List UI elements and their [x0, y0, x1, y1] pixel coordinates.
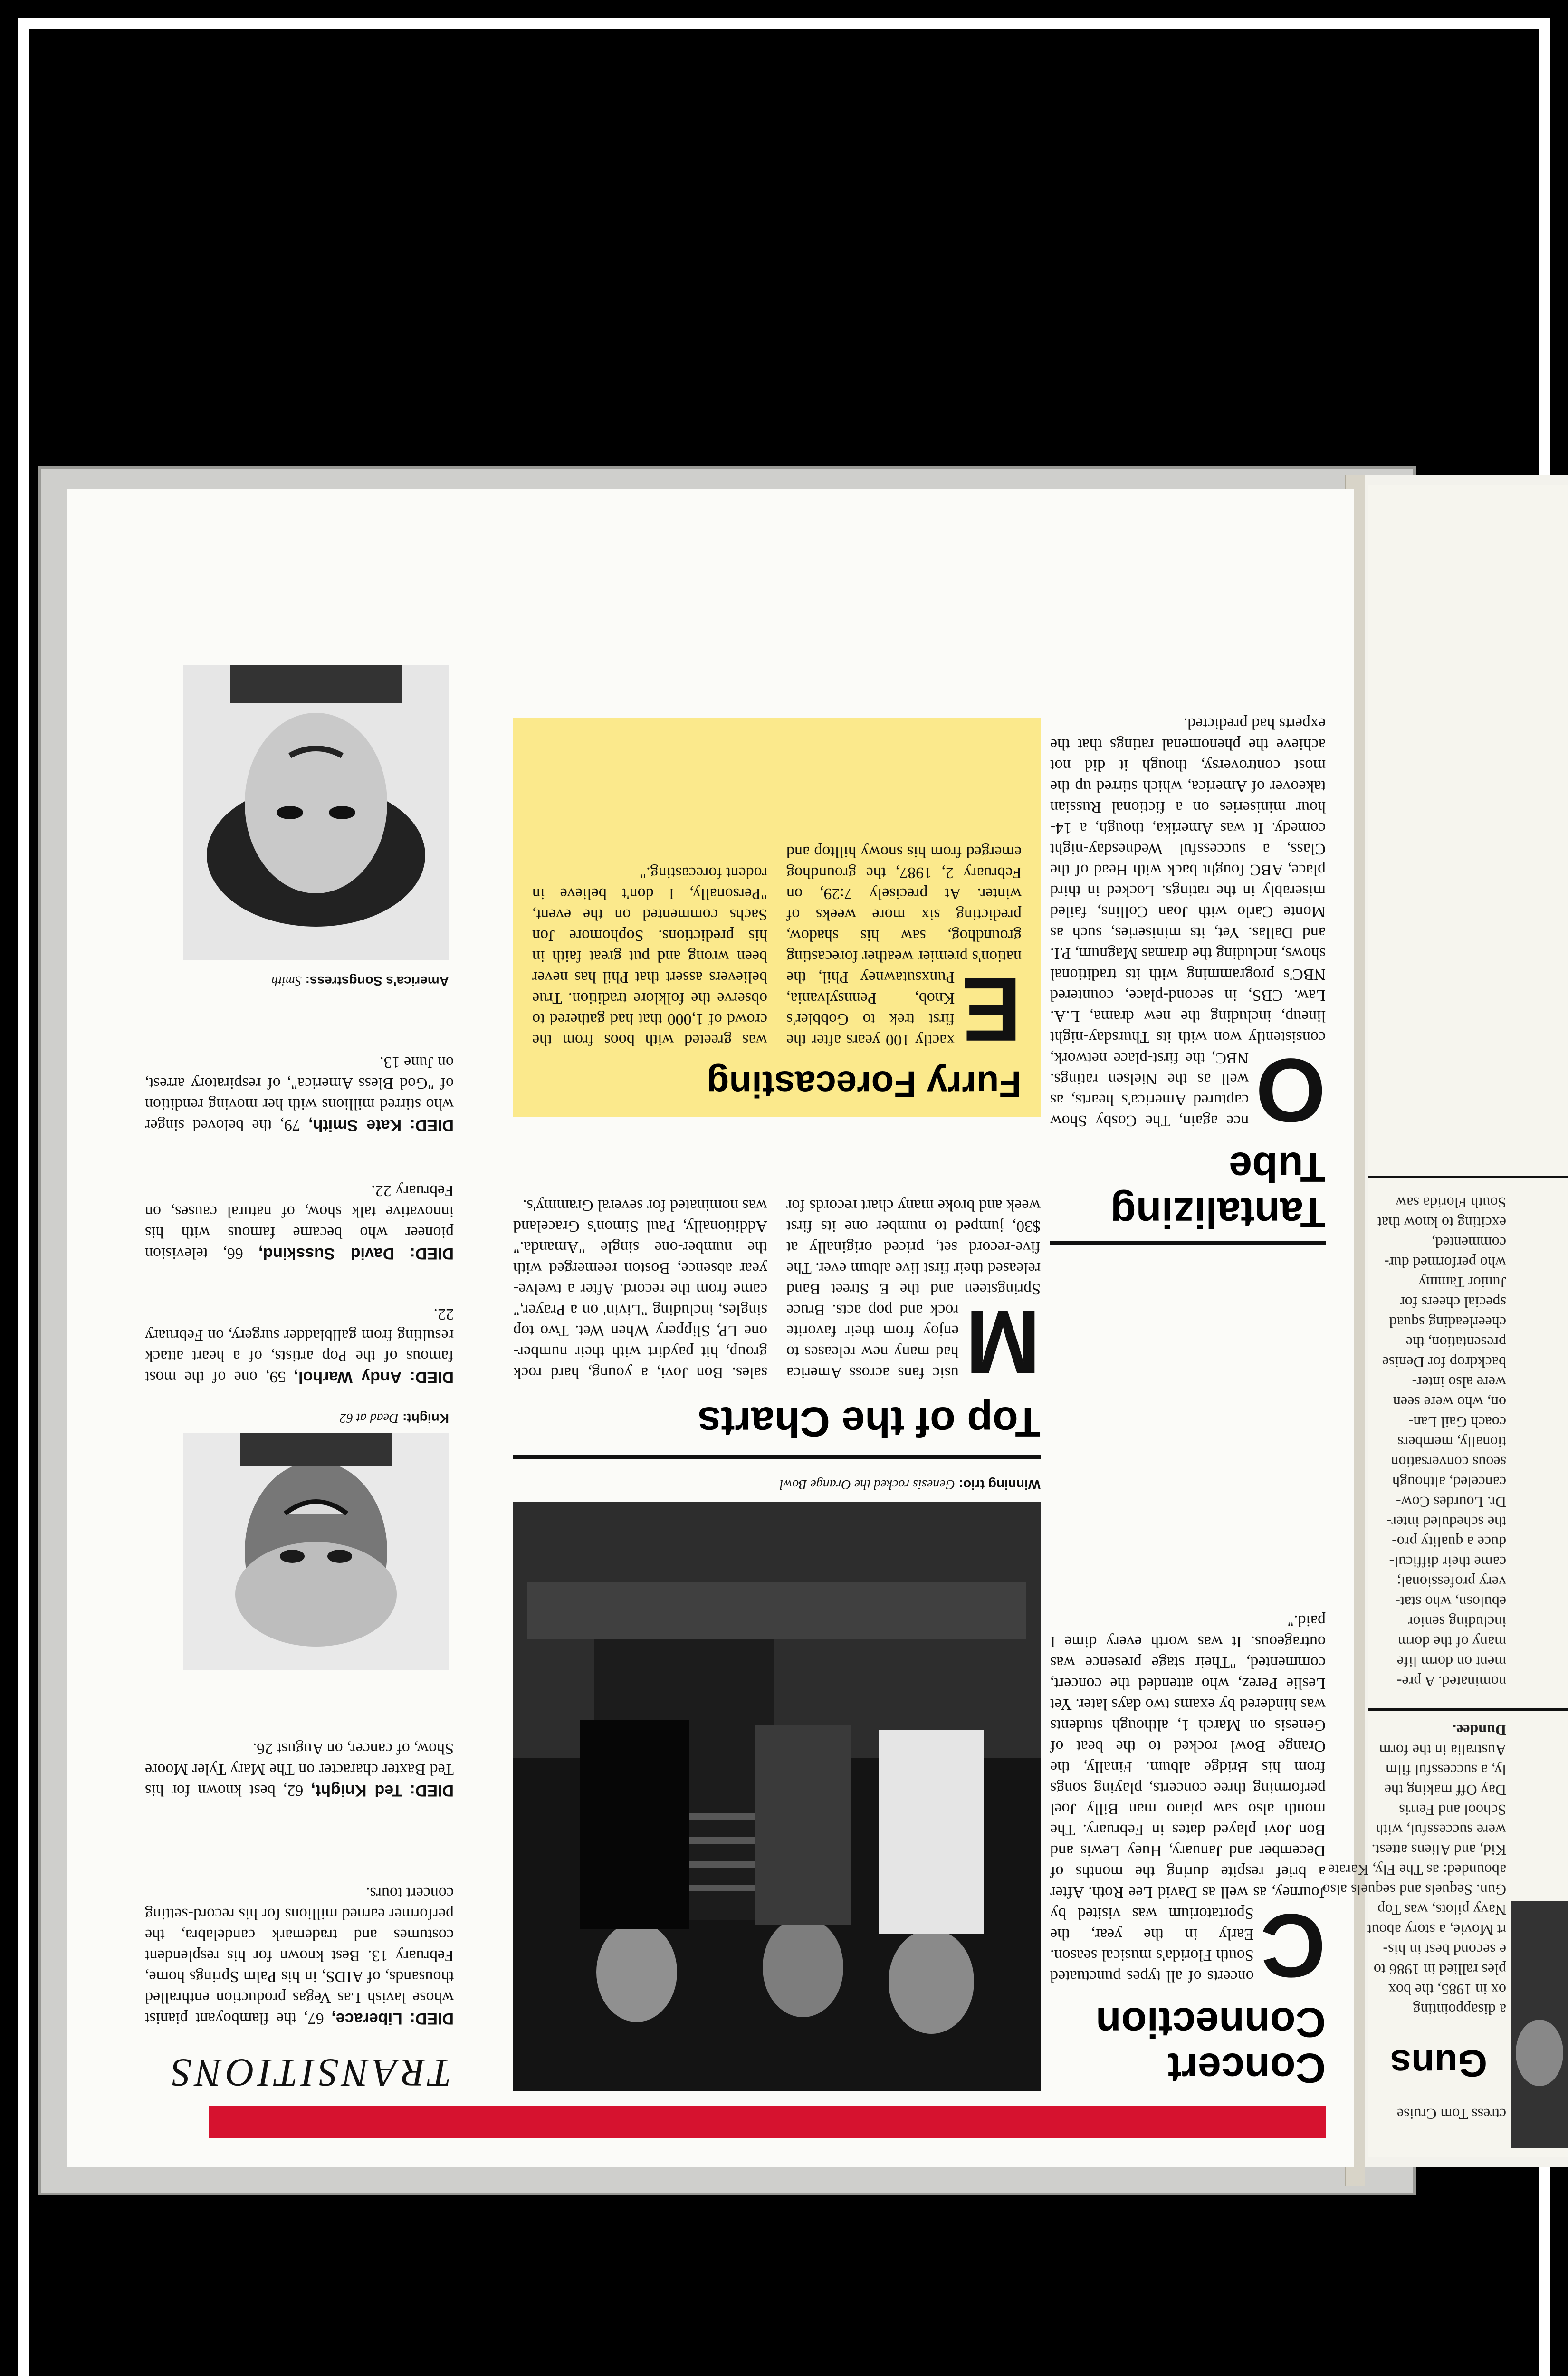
genesis-band-image — [513, 1502, 1041, 2091]
died-text: 62, best known for his Ted Baxter character on The Mary Tyler Moore Show, of cancer, on August 26. — [145, 1740, 454, 1799]
adjacent-line: nominated. A pre- — [1396, 1673, 1506, 1690]
charts-body: usic fans across America had many new releases to enjoy from their favorite rock and pop acts. Bruce Springsteen and the E Street Band released their first live album ever. The five-record set, priced originally at $30, jumped to number one its first week and broke many chart records for sales. Bon Jovi, a young, hard rock group, hit paydirt with their number-one LP, Slippery When Wet. Two top singles, including "Livin' on a Prayer," came from the record. After a twelve-year absence, Boston reemerged with the number-one single "Amanda." Additionally, Paul Simon's Graceland was nominated for several Grammy's. — [513, 1197, 1041, 1381]
died-name: Andy Warhol, — [294, 1368, 402, 1386]
adjacent-line: duce a quality pro- — [1392, 1533, 1506, 1551]
concert-dropcap: C — [1260, 1895, 1326, 1996]
adjacent-line: Australia in the form — [1379, 1742, 1506, 1759]
adjacent-line: Dundee. — [1453, 1722, 1506, 1739]
died-text: 59, one of the most famous of the Pop artists, of a heart attack resulting from gallbladder surgery, on February 22. — [145, 1305, 454, 1386]
adjacent-line: presentation, the — [1405, 1334, 1506, 1351]
adjacent-line: were successful, with — [1376, 1821, 1506, 1839]
concert-headline-line-1: Concert — [1167, 2045, 1326, 2092]
tube-rule — [1050, 1241, 1326, 1245]
adjacent-line: were also inter- — [1412, 1374, 1506, 1391]
transition-warhol — [145, 1303, 454, 1388]
adjacent-line: Day Off making the — [1384, 1782, 1506, 1799]
tube-headline-line-2: Tube — [1229, 1144, 1326, 1191]
red-header-bar — [209, 2106, 1326, 2138]
adjacent-line: Navy pilots, was Top — [1377, 1901, 1506, 1918]
died-label: DIED: — [410, 2010, 454, 2028]
adjacent-line: exciting to know that — [1377, 1214, 1506, 1231]
adjacent-line: ebulosn, who stat- — [1395, 1593, 1506, 1610]
caption-bold: Knight: — [402, 1411, 449, 1426]
adjacent-line: the scheduled inter- — [1386, 1514, 1506, 1531]
died-name: David Susskind, — [258, 1245, 395, 1263]
adjacent-rule — [1368, 1176, 1568, 1178]
adjacent-page-rotated — [1322, 485, 1568, 2157]
died-text: 79, the beloved singer who stirred millions with her moving rendition of "God Bless America", of respiratory arrest, on June 13. — [145, 1054, 454, 1134]
adjacent-line: ox in 1985, the box — [1388, 1981, 1506, 1998]
died-name: Liberace, — [331, 2010, 402, 2028]
adjacent-line: Junior Tammy — [1418, 1274, 1506, 1291]
groundhog-body: xactly 100 years after the first trek to Gobbler's Knob, Pennsylvania, Punxsutawney Phil, the nation's premier weather forecasting groundhog, saw his shadow, predicting six more weeks of winter. At precisely 7:29, on February 2, 1987, the groundhog emerged from his snowy hilltop and was greeted with boos from the crowd of 1,000 that had gathered to observe the folklore tradition. True believers assert that Phil has never been wrong and put great faith in his predictions. Sophomore Jon Sachs commented on the event, "Personally, I don't believe in rodent forecasting." — [532, 843, 1022, 1049]
adjacent-photo-image — [1511, 1901, 1568, 2148]
transition-smith — [145, 1052, 454, 1136]
groundhog-article — [532, 841, 1022, 1060]
tube-dropcap: O — [1255, 1040, 1326, 1140]
concert-article — [1050, 1610, 1326, 1996]
genesis-caption — [780, 1476, 1041, 1492]
adjacent-line: backdrop for Denise — [1382, 1354, 1506, 1371]
adjacent-line: ctress Tom Cruise — [1396, 2106, 1506, 2123]
tube-article — [1050, 713, 1326, 1140]
charts-dropcap: M — [965, 1292, 1041, 1392]
adjacent-line: tionally, members — [1397, 1434, 1506, 1451]
adjacent-line: Kid, and Aliens attest. — [1371, 1841, 1506, 1859]
adjacent-photo — [1511, 1901, 1568, 2148]
caption-bold: America's Songstress: — [305, 974, 449, 988]
adjacent-line: South Florida saw — [1396, 1194, 1506, 1211]
adjacent-line: including senior — [1407, 1613, 1506, 1630]
adjacent-line: ly, a successful film — [1386, 1762, 1506, 1779]
tube-body: nce again, The Cosby Show captured America's hearts, as well as the Nielsen ratings. NBC, the first-place network, consistently won with its Thursday-night lineup, including the new drama, L.A. Law. CBS, in second-place, countered NBC's programming with its traditional shows, including the dramas Magnum, P.I. and Dallas. Yet, its miniseries, such as Monte Carlo with Joan Collins, failed miserably in the ratings. Locked in third place, ABC fought back with Head of the Class, a successful Wednesday-night comedy. It was Amerika, though, a 14-hour miniseries on a fictional Russian takeover of America, which stirred up the most controversy, though it did not achieve the phenomenal ratings that the experts had predicted. — [1050, 715, 1326, 1130]
groundhog-dropcap: E — [961, 959, 1022, 1060]
adjacent-headline: Guns — [1390, 2042, 1487, 2085]
adjacent-line: on, who were seen — [1393, 1394, 1506, 1411]
adjacent-line: Dr. Lourdes Cow- — [1396, 1494, 1506, 1511]
caption-bold: Winning trio: — [958, 1477, 1041, 1492]
transition-susskind — [145, 1180, 454, 1264]
concert-headline — [1096, 2000, 1326, 2091]
charts-rule — [513, 1455, 1041, 1459]
died-label: DIED: — [410, 1368, 454, 1386]
adjacent-line: canceled, although — [1392, 1474, 1506, 1491]
caption-text: Dead at 62 — [339, 1410, 399, 1425]
adjacent-line: commented, — [1431, 1234, 1506, 1251]
tube-headline — [1110, 1144, 1326, 1236]
tube-headline-line-1: Tantalizing — [1110, 1189, 1326, 1236]
adjacent-line: special cheers for — [1400, 1294, 1506, 1311]
smith-photo — [183, 665, 449, 960]
died-text: 67, the flamboyant pianist whose lavish Las Vegas production enthralled thousands, of AIDS, in his Palm Springs home, February 13. Best known for his resplendent costumes and trademark candelabra, the performer earned millions for his record-setting concert tours. — [144, 1884, 454, 2027]
adjacent-line: School and Ferris — [1399, 1801, 1506, 1819]
adjacent-line: ment on dorm life — [1396, 1653, 1506, 1670]
groundhog-headline: Furry Forecasting — [706, 1063, 1022, 1105]
died-name: Ted Knight, — [311, 1782, 402, 1800]
died-name: Kate Smith, — [308, 1116, 402, 1134]
died-text: 66, television pioneer who became famous with his innovative talk show, of natural causes, on February 22. — [144, 1182, 454, 1262]
adjacent-page — [1322, 485, 1568, 2157]
adjacent-line: abounded: as The Fly, Karate — [1328, 1861, 1506, 1878]
transition-knight — [145, 1738, 454, 1801]
caption-text: Smith — [271, 973, 302, 988]
adjacent-line: Gun. Sequels and sequels also — [1322, 1881, 1506, 1898]
adjacent-line: ples rallied in 1986 to — [1373, 1961, 1506, 1978]
page-content-rotated — [67, 489, 1354, 2167]
knight-portrait-image — [183, 1433, 449, 1670]
adjacent-line: rt Movie, a story about — [1367, 1921, 1506, 1938]
concert-body: oncerts of all types punctuated South Florida's musical season. Early in the year, the Sportatorium was visited by Journey, as well as David Lee Roth. After a brief respite during the months of December and January, Huey Lewis and Bon Jovi played dates in February. The month also saw piano man Billy Joel performing three concerts, playing songs from his Bridge album. Finally, the Orange Bowl rocked to the beat of Genesis on March 1, although students was hindered by exams two days later. Yet Leslie Perez, who attended the concert, commented, "Their stage presence was outrageous. It was worth every dime I paid." — [1050, 1612, 1326, 1985]
adjacent-line: came their difficul- — [1389, 1553, 1506, 1571]
adjacent-line: e second best in his- — [1383, 1941, 1506, 1958]
smith-portrait-image — [183, 665, 449, 960]
knight-caption — [340, 1410, 449, 1426]
knight-photo — [183, 1433, 449, 1670]
adjacent-line: many of the dorm — [1397, 1633, 1506, 1650]
transition-liberace — [145, 1882, 454, 2029]
adjacent-line: coach Gail Lan- — [1408, 1414, 1506, 1431]
genesis-photo — [513, 1502, 1041, 2091]
died-label: DIED: — [410, 1116, 454, 1134]
adjacent-line: seous conversation — [1391, 1454, 1506, 1471]
caption-text: Genesis rocked the Orange Bowl — [779, 1477, 955, 1492]
died-label: DIED: — [410, 1245, 454, 1263]
adjacent-line: a disappointing — [1413, 2001, 1506, 2018]
adjacent-line: very professional; — [1396, 1573, 1506, 1590]
charts-headline: Top of the Charts — [698, 1399, 1041, 1446]
yearbook-page — [67, 489, 1354, 2167]
charts-article — [513, 1195, 1041, 1392]
smith-caption — [271, 973, 449, 988]
section-title: TRANSITIONS — [168, 2050, 451, 2095]
concert-headline-line-2: Connection — [1096, 1999, 1326, 2046]
adjacent-rule — [1368, 1708, 1568, 1711]
adjacent-line: cheerleading squad — [1389, 1314, 1506, 1331]
died-label: DIED: — [410, 1782, 454, 1800]
adjacent-line: who performed dur- — [1384, 1254, 1506, 1271]
